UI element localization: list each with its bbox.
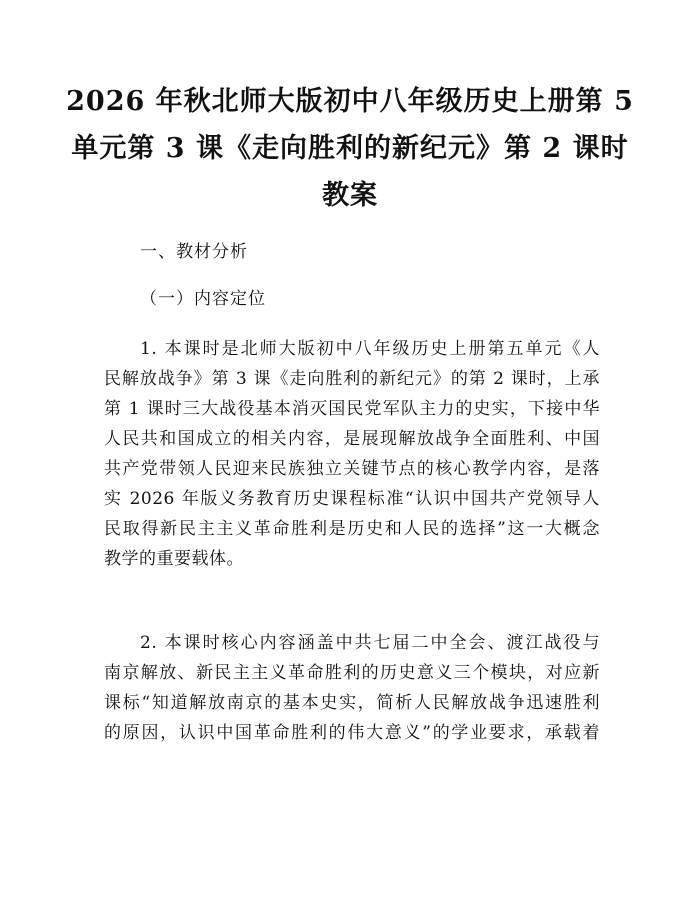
- paragraph-line: 第 1 课时三大战役基本消灭国民党军队主力的史实，下接中华: [104, 399, 600, 419]
- paragraph-line: 实 2026 年版义务教育历史课程标准“认识中国共产党领导人: [104, 489, 600, 509]
- paragraph-line: 2. 本课时核心内容涵盖中共七届二中全会、渡江战役与: [140, 633, 600, 653]
- title-line: 教案: [322, 180, 378, 211]
- title-line: 单元第 3 课《走向胜利的新纪元》第 2 课时: [71, 133, 629, 164]
- paragraph-line: 的原因，认识中国革命胜利的伟大意义”的学业要求，承载着: [104, 723, 600, 743]
- paragraph-1: [104, 334, 600, 574]
- subsection-heading-content-positioning: （一）内容定位: [140, 289, 266, 309]
- paragraph-line: 1. 本课时是北师大版初中八年级历史上册第五单元《人: [140, 339, 600, 359]
- paragraph-line: 民取得新民主主义革命胜利是历史和人民的选择”这一大概念: [104, 519, 600, 539]
- section-heading-textbook-analysis: 一、教材分析: [140, 242, 248, 262]
- paragraph-line: 共产党带领人民迎来民族独立关键节点的核心教学内容，是落: [104, 459, 600, 479]
- document-title: [60, 78, 640, 219]
- paragraph-line: 课标“知道解放南京的基本史实，简析人民解放战争迅速胜利: [104, 693, 600, 713]
- paragraph-2: [104, 628, 600, 748]
- paragraph-line: 民解放战争》第 3 课《走向胜利的新纪元》的第 2 课时，上承: [104, 369, 600, 389]
- paragraph-line: 人民共和国成立的相关内容，是展现解放战争全面胜利、中国: [104, 429, 600, 449]
- title-line: 2026 年秋北师大版初中八年级历史上册第 5: [66, 86, 634, 117]
- paragraph-line: 南京解放、新民主主义革命胜利的历史意义三个模块，对应新: [104, 663, 600, 683]
- paragraph-line: 教学的重要载体。: [104, 549, 244, 569]
